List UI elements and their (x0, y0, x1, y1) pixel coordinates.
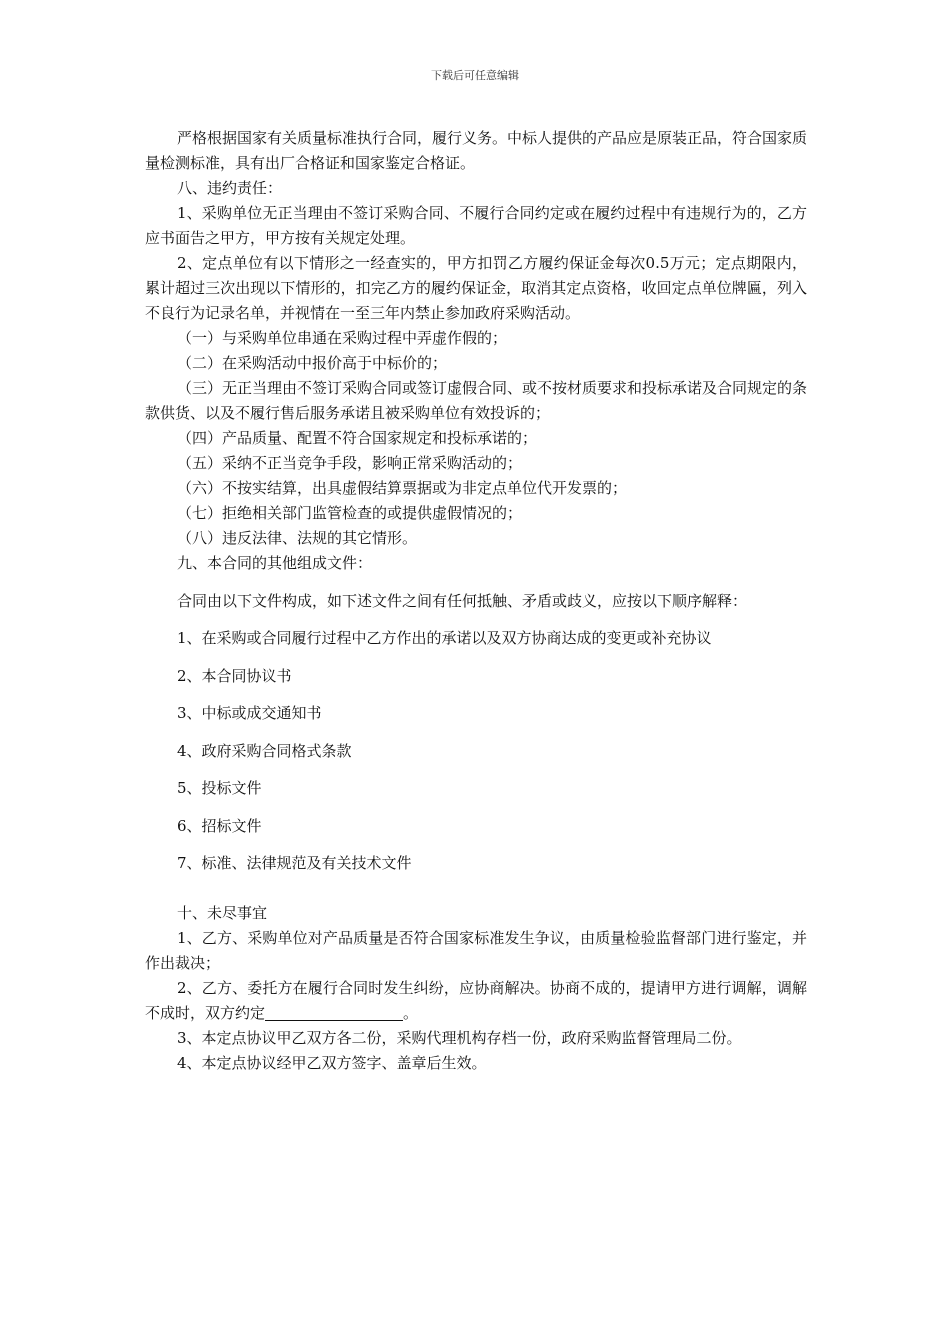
page-header-note: 下载后可任意编辑 (431, 69, 519, 82)
paragraph-10-3: 3、本定点协议甲乙双方各二份，采购代理机构存档一份，政府采购监督管理局二份。 (177, 1029, 742, 1047)
paragraph-10-4: 4、本定点协议经甲乙双方签字、盖章后生效。 (177, 1054, 487, 1072)
paragraph-10-2-end: 。 (403, 1004, 419, 1022)
list-item-8-f: （六）不按实结算，出具虚假结算票据或为非定点单位代开发票的； (177, 479, 628, 497)
heading-section-9: 九、本合同的其他组成文件： (177, 554, 373, 572)
list-item-9-1: 1、在采购或合同履行过程中乙方作出的承诺以及双方协商达成的变更或补充协议 (177, 629, 712, 647)
paragraph-10-2 (145, 976, 807, 1026)
list-item-8-a: （一）与采购单位串通在采购过程中弄虚作假的； (177, 329, 508, 347)
list-item-8-d: （四）产品质量、配置不符合国家规定和投标承诺的； (177, 429, 538, 447)
paragraph-8-2: 2、定点单位有以下情形之一经查实的，甲方扣罚乙方履约保证金每次0.5万元；定点期限内，累计超过三次出现以下情形的，扣完乙方的履约保证金，取消其定点资格，收回定点单位牌匾，列入不良行为记录名单，并视情在一至三年内禁止参加政府采购活动。 (145, 254, 807, 322)
paragraph-9-intro: 合同由以下文件构成，如下述文件之间有任何抵触、矛盾或歧义，应按以下顺序解释： (177, 591, 748, 610)
paragraph-10-2-text: 2、乙方、委托方在履行合同时发生纠纷，应协商解决。协商不成的，提请甲方进行调解，调解不成时，双方约定 (145, 979, 807, 1022)
document-body (145, 126, 807, 1076)
list-item-9-5: 5、投标文件 (177, 779, 262, 797)
list-item-8-b: （二）在采购活动中报价高于中标价的； (177, 354, 448, 372)
paragraph-10-1: 1、乙方、采购单位对产品质量是否符合国家标准发生争议，由质量检验监督部门进行鉴定，并作出裁决； (145, 929, 807, 972)
heading-section-8: 八、违约责任： (177, 179, 283, 197)
list-item-8-c: （三）无正当理由不签订采购合同或签订虚假合同、或不按材质要求和投标承诺及合同规定的条款供货、以及不履行售后服务承诺且被采购单位有效投诉的； (145, 379, 808, 422)
list-item-8-g: （七）拒绝相关部门监管检查的或提供虚假情况的； (177, 504, 523, 522)
paragraph-8-1: 1、采购单位无正当理由不签订采购合同、不履行合同约定或在履约过程中有违规行为的，乙方应书面告之甲方，甲方按有关规定处理。 (145, 204, 807, 247)
list-item-9-2: 2、本合同协议书 (177, 666, 292, 685)
heading-section-10: 十、未尽事宜 (177, 904, 268, 922)
agreement-blank-line (265, 1004, 403, 1021)
list-item-8-h: （八）违反法律、法规的其它情形。 (177, 529, 418, 547)
list-item-9-7: 7、标准、法律规范及有关技术文件 (177, 854, 412, 872)
list-item-9-3: 3、中标或成交通知书 (177, 704, 322, 722)
list-item-8-e: （五）采纳不正当竞争手段，影响正常采购活动的； (177, 454, 523, 472)
paragraph-quality: 严格根据国家有关质量标准执行合同，履行义务。中标人提供的产品应是原装正品，符合国家质量检测标准，具有出厂合格证和国家鉴定合格证。 (145, 129, 808, 172)
list-item-9-6: 6、招标文件 (177, 816, 262, 835)
list-item-9-4: 4、政府采购合同格式条款 (177, 741, 352, 760)
